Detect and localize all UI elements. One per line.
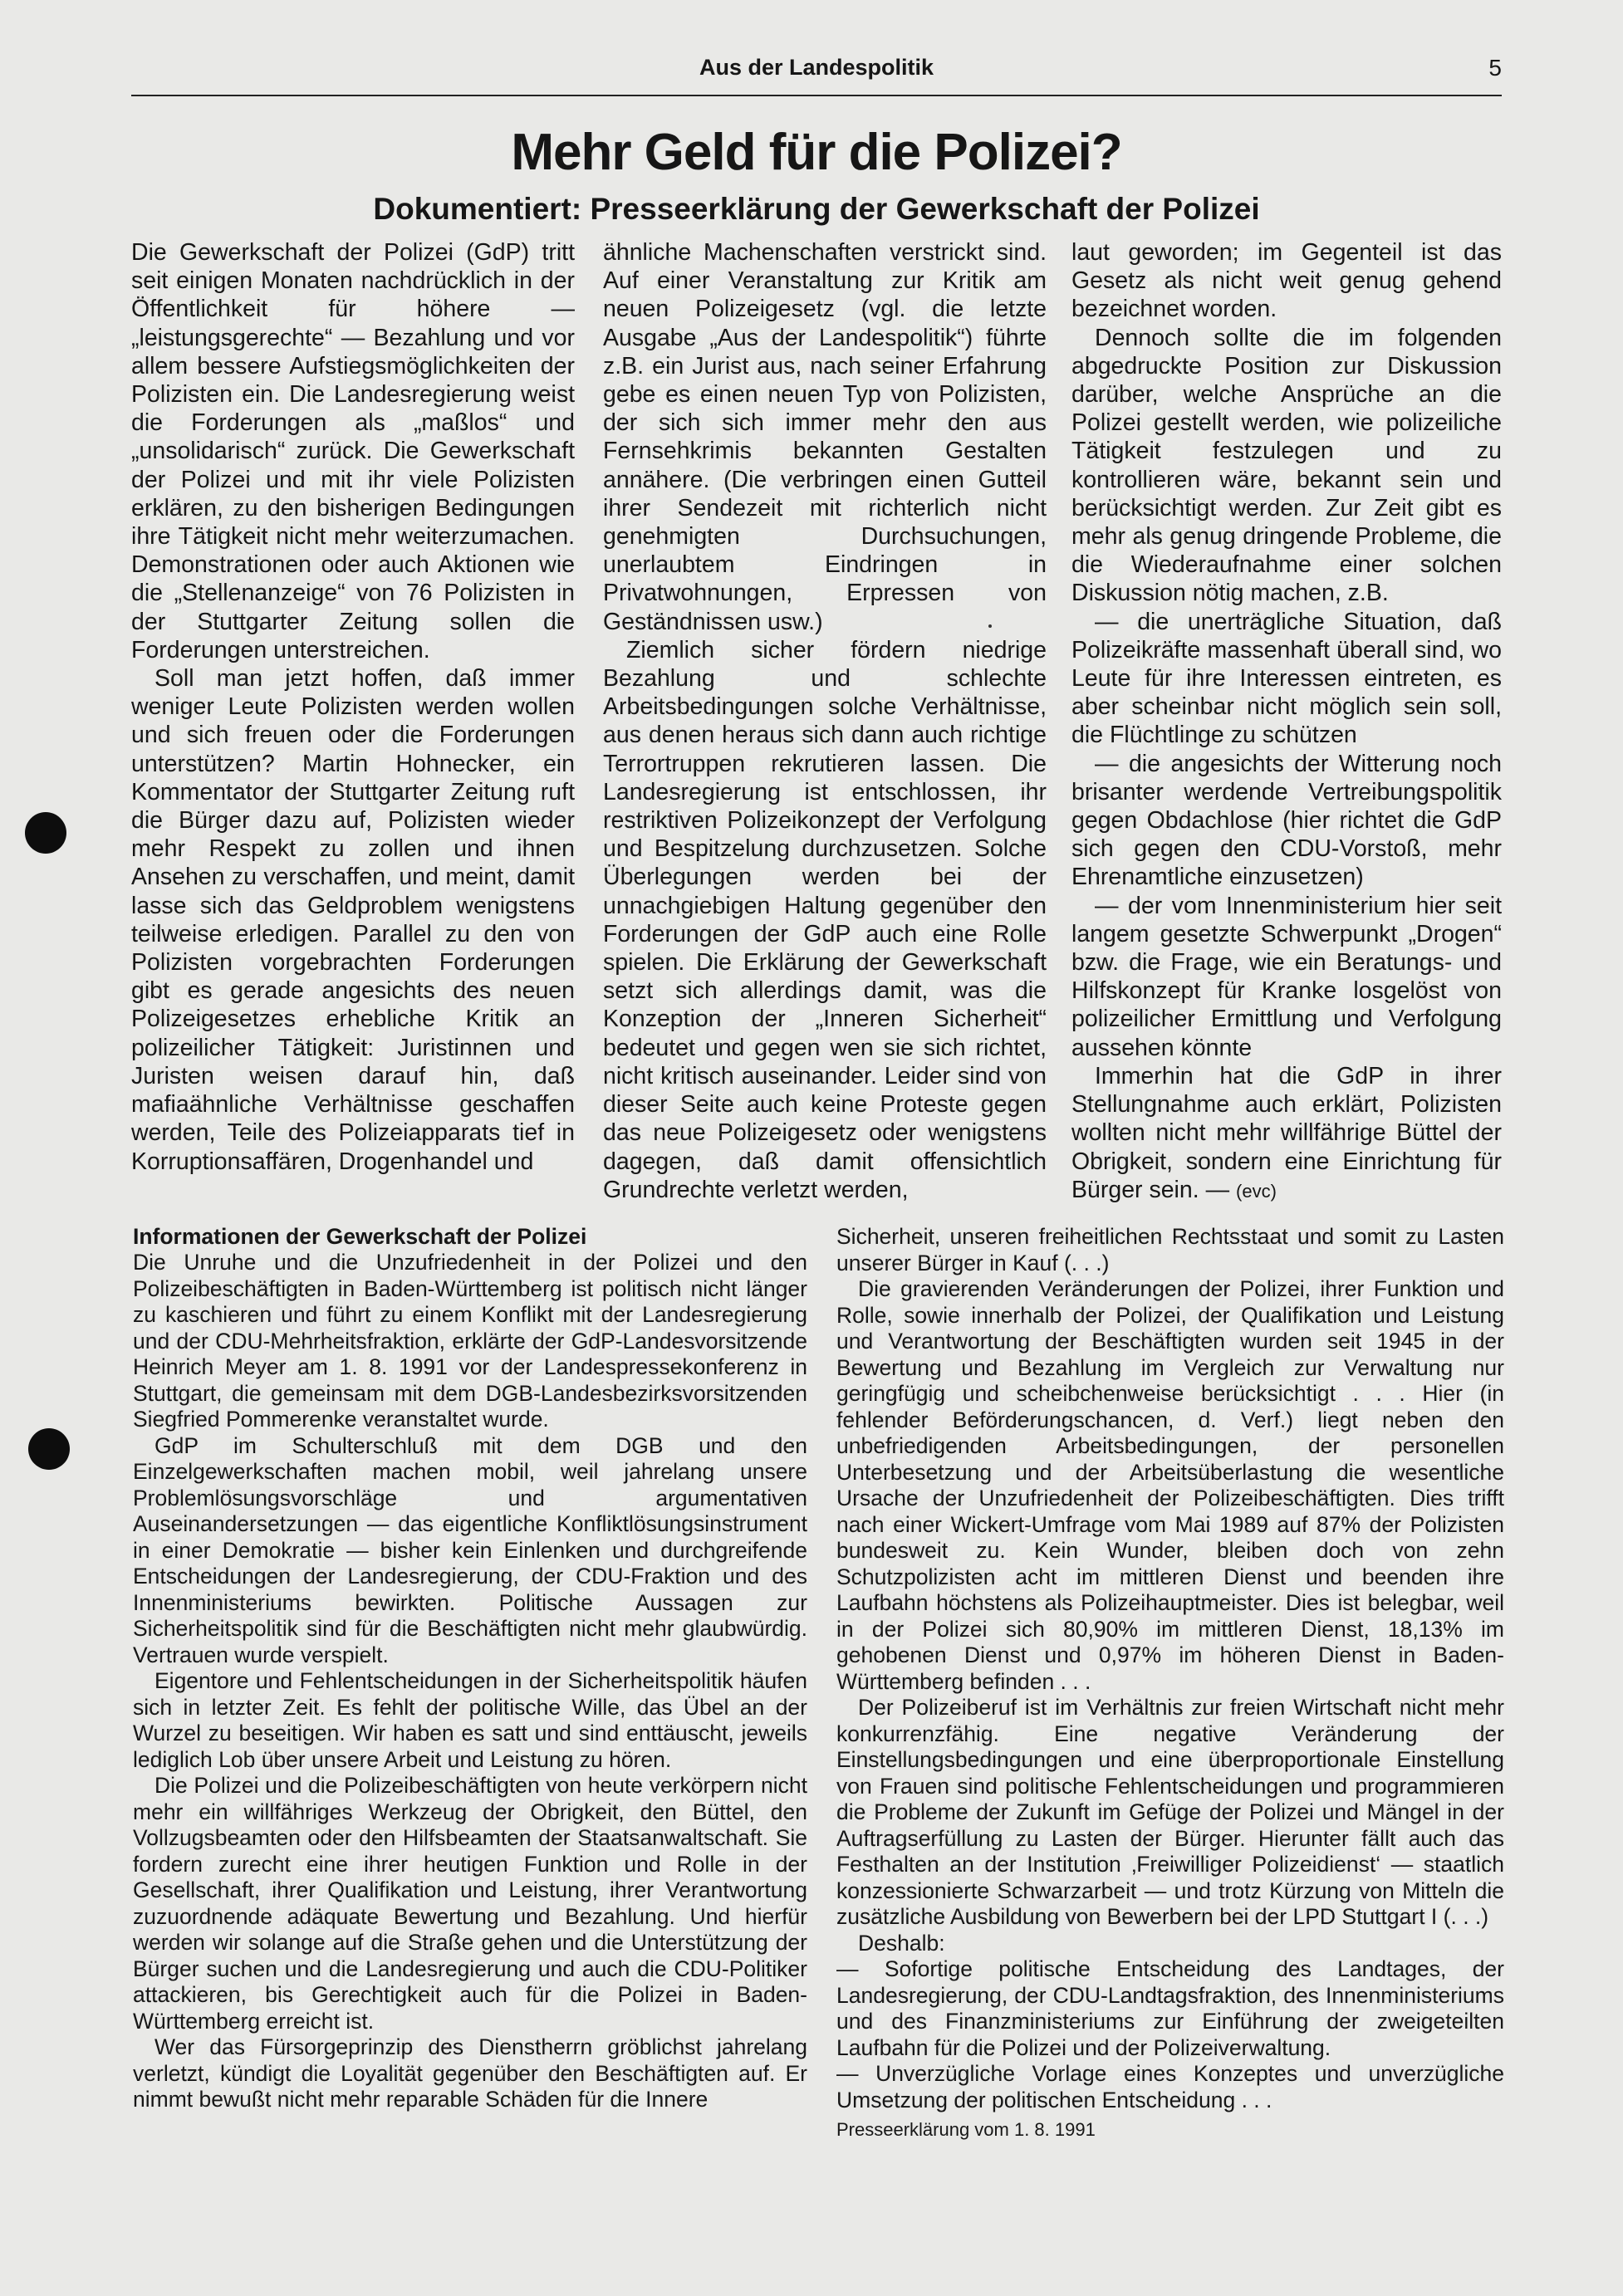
list-item: — die angesichts der Witterung noch brisanter werdende Vertreibungspolitik gegen Obdachlose (hier richtet die GdP sich gegen den CDU-Vorstoß, mehr Ehrenamtliche einzusetzen) xyxy=(1071,750,1502,891)
paragraph: Die Polizei und die Polizeibeschäftigten von heute verkörpern nicht mehr ein willfähriges Werkzeug der Obrigkeit, den Büttel, den Vollzugsbeamten oder den Hilfsbeamten der Staatsanwaltschaft. Sie fordern zurecht eine ihrer heutigen Funktion und Rolle in der Gesellschaft, ihrer Qualifikation und Leistung, ihrer Verantwortung zuzuordnende adäquate Bewertung und Bezahlung. Und hierfür werden wir solange auf die Straße gehen und die Unterstützung der Bürger suchen und die Landesregierung und auch die CDU-Politiker attackieren, bis Gerechtigkeit auch für die Polizei in Baden-Württemberg erreicht ist. xyxy=(133,1773,807,2034)
info-column-2 xyxy=(836,1224,1504,2262)
running-header xyxy=(131,51,1502,96)
closing-text: Immerhin hat die GdP in ihrer Stellungnahme auch erklärt, Polizisten wollten nicht mehr willfährige Büttel der Obrigkeit, sondern eine Einrichtung für Bürger sein. — xyxy=(1071,1062,1502,1203)
article-column-3 xyxy=(1071,238,1502,1203)
paragraph: laut geworden; im Gegenteil ist das Gesetz als nicht weit genug gehend bezeichnet worden. xyxy=(1071,239,1502,323)
article-column-1 xyxy=(131,238,575,1191)
paragraph: Wer das Fürsorgeprinzip des Dienstherrn gröblichst jahrelang verletzt, kündigt die Loyalität gegenüber den Beschäftigten auf. Er nimmt bewußt nicht mehr reparable Schäden für die Innere xyxy=(133,2034,807,2112)
paragraph xyxy=(1071,1062,1502,1206)
page-number: 5 xyxy=(1488,55,1502,81)
paragraph: Eigentore und Fehlentscheidungen in der Sicherheitspolitik häufen sich in letzter Zeit. Es fehlt der politische Wille, das Übel an der Wurzel zu beseitigen. Wir haben es satt und sind enttäuscht, jeweils lediglich Lob über unsere Arbeit und Leistung zu hören. xyxy=(133,1668,807,1772)
paragraph: Dennoch sollte die im folgenden abgedruckte Position zur Diskussion darüber, welche Ansprüche an die Polizei gestellt werden, wie polizeiliche Tätigkeit festzulegen und zu kontrollieren wäre, bekannt sein und berücksichtigt werden. Zur Zeit gibt es mehr als genug dringende Probleme, die die Wiederaufnahme einer solchen Diskussion nötig machen, z.B. xyxy=(1071,324,1502,607)
info-column-1 xyxy=(133,1250,807,2288)
punch-hole xyxy=(25,812,66,854)
demand-item: — Sofortige politische Entscheidung des Landtages, der Landesregierung, der CDU-Landtagsfraktion, des Innenministeriums und des Finanzministeriums zur Einführung der zweigeteilten Laufbahn für die Polizei und der Polizeiverwaltung. xyxy=(836,1956,1504,2060)
paragraph: Die Gewerkschaft der Polizei (GdP) tritt seit einigen Monaten nachdrücklich in der Öffentlichkeit für höhere — „leistungsgerechte“ — Bezahlung und vor allem bessere Aufstiegsmöglichkeiten der Polizisten ein. Die Landesregierung weist die Forderungen als „maßlos“ und „unsolidarisch“ zurück. Die Gewerkschaft der Polizei und mit ihr viele Polizisten erklären, zu den bisherigen Bedingungen ihre Tätigkeit nicht mehr weiterzumachen. Demonstrationen oder auch Aktionen wie die „Stellenanzeige“ von 76 Polizisten in der Stuttgarter Zeitung sollen die Forderungen unterstreichen. xyxy=(131,239,575,663)
author-signature: (evc) xyxy=(1236,1180,1277,1202)
paragraph: Der Polizeiberuf ist im Verhältnis zur freien Wirtschaft nicht mehr konkurrenzfähig. Eine negative Veränderung der Einstellungsbedingungen und eine überproportionale Einstellung von Frauen sind politische Fehlentscheidungen und programmieren die Probleme der Zukunft im Gefüge der Polizei und Mängel in der Auftragserfüllung zu Lasten der Bürger. Hierunter fällt auch das Festhalten an der Institution ‚Freiwilliger Polizeidienst‘ — staatlich konzessionierte Schwarzarbeit — und trotz Kürzung von Mitteln die zusätzliche Ausbildung von Bewerbern bei der LPD Stuttgart I (. . .) xyxy=(836,1695,1504,1929)
article-subheadline: Dokumentiert: Presseerklärung der Gewerkschaft der Polizei xyxy=(373,192,1260,226)
print-speck xyxy=(988,624,992,628)
article-column-2 xyxy=(603,238,1047,1203)
paragraph: ähnliche Machenschaften verstrickt sind. Auf einer Veranstaltung zur Kritik am neuen Polizeigesetz (vgl. die letzte Ausgabe „Aus der Landespolitik“) führte z.B. ein Jurist aus, nach seiner Erfahrung gebe es einen neuen Typ von Polizisten, der sich sich immer mehr den aus Fernsehkrimis bekannten Gestalten annähere. (Die verbringen einen Gutteil ihrer Sendezeit mit richterlich nicht genehmigten Durchsuchungen, unerlaubtem Eindringen in Privatwohnungen, Erpressen von Geständnissen usw.) xyxy=(603,239,1047,635)
press-release-date: Presseerklärung vom 1. 8. 1991 xyxy=(836,2119,1096,2140)
article-headline: Mehr Geld für die Polizei? xyxy=(511,124,1122,181)
paragraph: Ziemlich sicher fördern niedrige Bezahlung und schlechte Arbeitsbedingungen solche Verhältnisse, aus denen heraus sich dann auch richtige Terrortruppen rekrutieren lassen. Die Landesregierung ist entschlossen, ihr restriktiven Polizeikonzept der Verfolgung und Bespitzelung durchzusetzen. Solche Überlegungen werden bei der unnachgiebigen Haltung gegenüber den Forderungen der GdP auch eine Rolle spielen. Die Erklärung der Gewerkschaft setzt sich allerdings damit, was die Konzeption der „Inneren Sicherheit“ bedeutet und gegen wen sie sich richtet, nicht kritisch auseinander. Leider sind von dieser Seite auch keine Proteste gegen das neue Polizeigesetz oder wenigstens dagegen, daß damit offensichtlich Grundrechte verletzt werden, xyxy=(603,636,1047,1203)
section-title: Aus der Landespolitik xyxy=(699,55,934,80)
info-box-title: Informationen der Gewerkschaft der Polizei xyxy=(133,1224,587,1249)
punch-hole xyxy=(28,1428,70,1470)
list-item: — die unerträgliche Situation, daß Polizeikräfte massenhaft überall sind, wo Leute für ihre Interessen eintreten, es aber scheinbar nicht möglich sein soll, die Flüchtlinge zu schützen xyxy=(1071,608,1502,749)
list-item: — der vom Innenministerium hier seit langem gesetzte Schwerpunkt „Drogen“ bzw. die Frage, wie ein Beratungs- und Hilfskonzept für Kranke losgelöst von polizeilicher Ermittlung und Verfolgung aussehen könnte xyxy=(1071,892,1502,1061)
paragraph: Die gravierenden Veränderungen der Polizei, ihrer Funktion und Rolle, sowie innerhalb der Polizei, der Qualifikation und Leistung und Verantwortung der Beschäftigten wurden seit 1945 in der Bewertung und Bezahlung im Vergleich zur Verwaltung nur geringfügig und scheibchenweise berücksichtigt . . . Hier (in fehlender Beförderungschancen, d. Verf.) liegt neben den unbefriedigenden Arbeitsbedingungen, der personellen Unterbesetzung und der Arbeitsüberlastung die wesentliche Ursache der Unzufriedenheit der Polizeibeschäftigten. Dies trifft nach einer Wickert-Umfrage vom Mai 1989 auf 87% der Polizisten bundesweit zu. Kein Wunder, bleiben doch von zehn Schutzpolizisten acht im mittleren Dienst und beenden ihre Laufbahn höchstens als Polizeihauptmeister. Dies ist belegbar, weil in der Polizei sich 80,90% im mittleren Dienst, 18,13% im gehobenen Dienst und 0,97% im höheren Dienst in Baden-Württemberg befinden . . . xyxy=(836,1276,1504,1694)
paragraph: Sicherheit, unseren freiheitlichen Rechtsstaat und somit zu Lasten unserer Bürger in Kauf (. . .) xyxy=(836,1224,1504,1275)
paragraph: Die Unruhe und die Unzufriedenheit in der Polizei und den Polizeibeschäftigten in Baden-Württemberg ist politisch nicht länger zu kaschieren und führt zu einem Konflikt mit der Landesregierung und der CDU-Mehrheitsfraktion, erklärte der GdP-Landesvorsitzende Heinrich Meyer am 1. 8. 1991 vor der Landespressekonferenz in Stuttgart, die gemeinsam mit dem DGB-Landesbezirksvorsitzenden Siegfried Pommerenke veranstaltet wurde. xyxy=(133,1250,807,1432)
demand-item: — Unverzügliche Vorlage eines Konzeptes und unverzügliche Umsetzung der politischen Entscheidung . . . xyxy=(836,2061,1504,2112)
paragraph: GdP im Schulterschluß mit dem DGB und den Einzelgewerkschaften machen mobil, weil jahrelang unsere Problemlösungsvorschläge und argumentativen Auseinandersetzungen — das eigentliche Konfliktlösungsinstrument in einer Demokratie — bisher kein Einlenken und durchgreifende Entscheidungen der Landesregierung, der CDU-Fraktion und des Innenministeriums bewirkten. Politische Aussagen zur Sicherheitspolitik sind für die Beschäftigten nicht mehr glaubwürdig. Vertrauen wurde verspielt. xyxy=(133,1432,807,1667)
paragraph: Deshalb: xyxy=(858,1930,945,1956)
paragraph: Soll man jetzt hoffen, daß immer weniger Leute Polizisten werden wollen und sich freuen oder die Forderungen unterstützen? Martin Hohnecker, ein Kommentator der Stuttgarter Zeitung ruft die Bürger dazu auf, Polizisten wieder mehr Respekt zu zollen und ihnen Ansehen zu verschaffen, und meint, damit lasse sich das Geldproblem wenigstens teilweise erledigen. Parallel zu den von Polizisten vorgebrachten Forderungen gibt es gerade angesichts des neuen Polizeigesetzes erhebliche Kritik an polizeilicher Tätigkeit: Juristinnen und Juristen weisen darauf hin, daß mafiaähnliche Verhältnisse geschaffen werden, Teile des Polizeiapparats tief in Korruptionsaffären, Drogenhandel und xyxy=(131,665,575,1175)
